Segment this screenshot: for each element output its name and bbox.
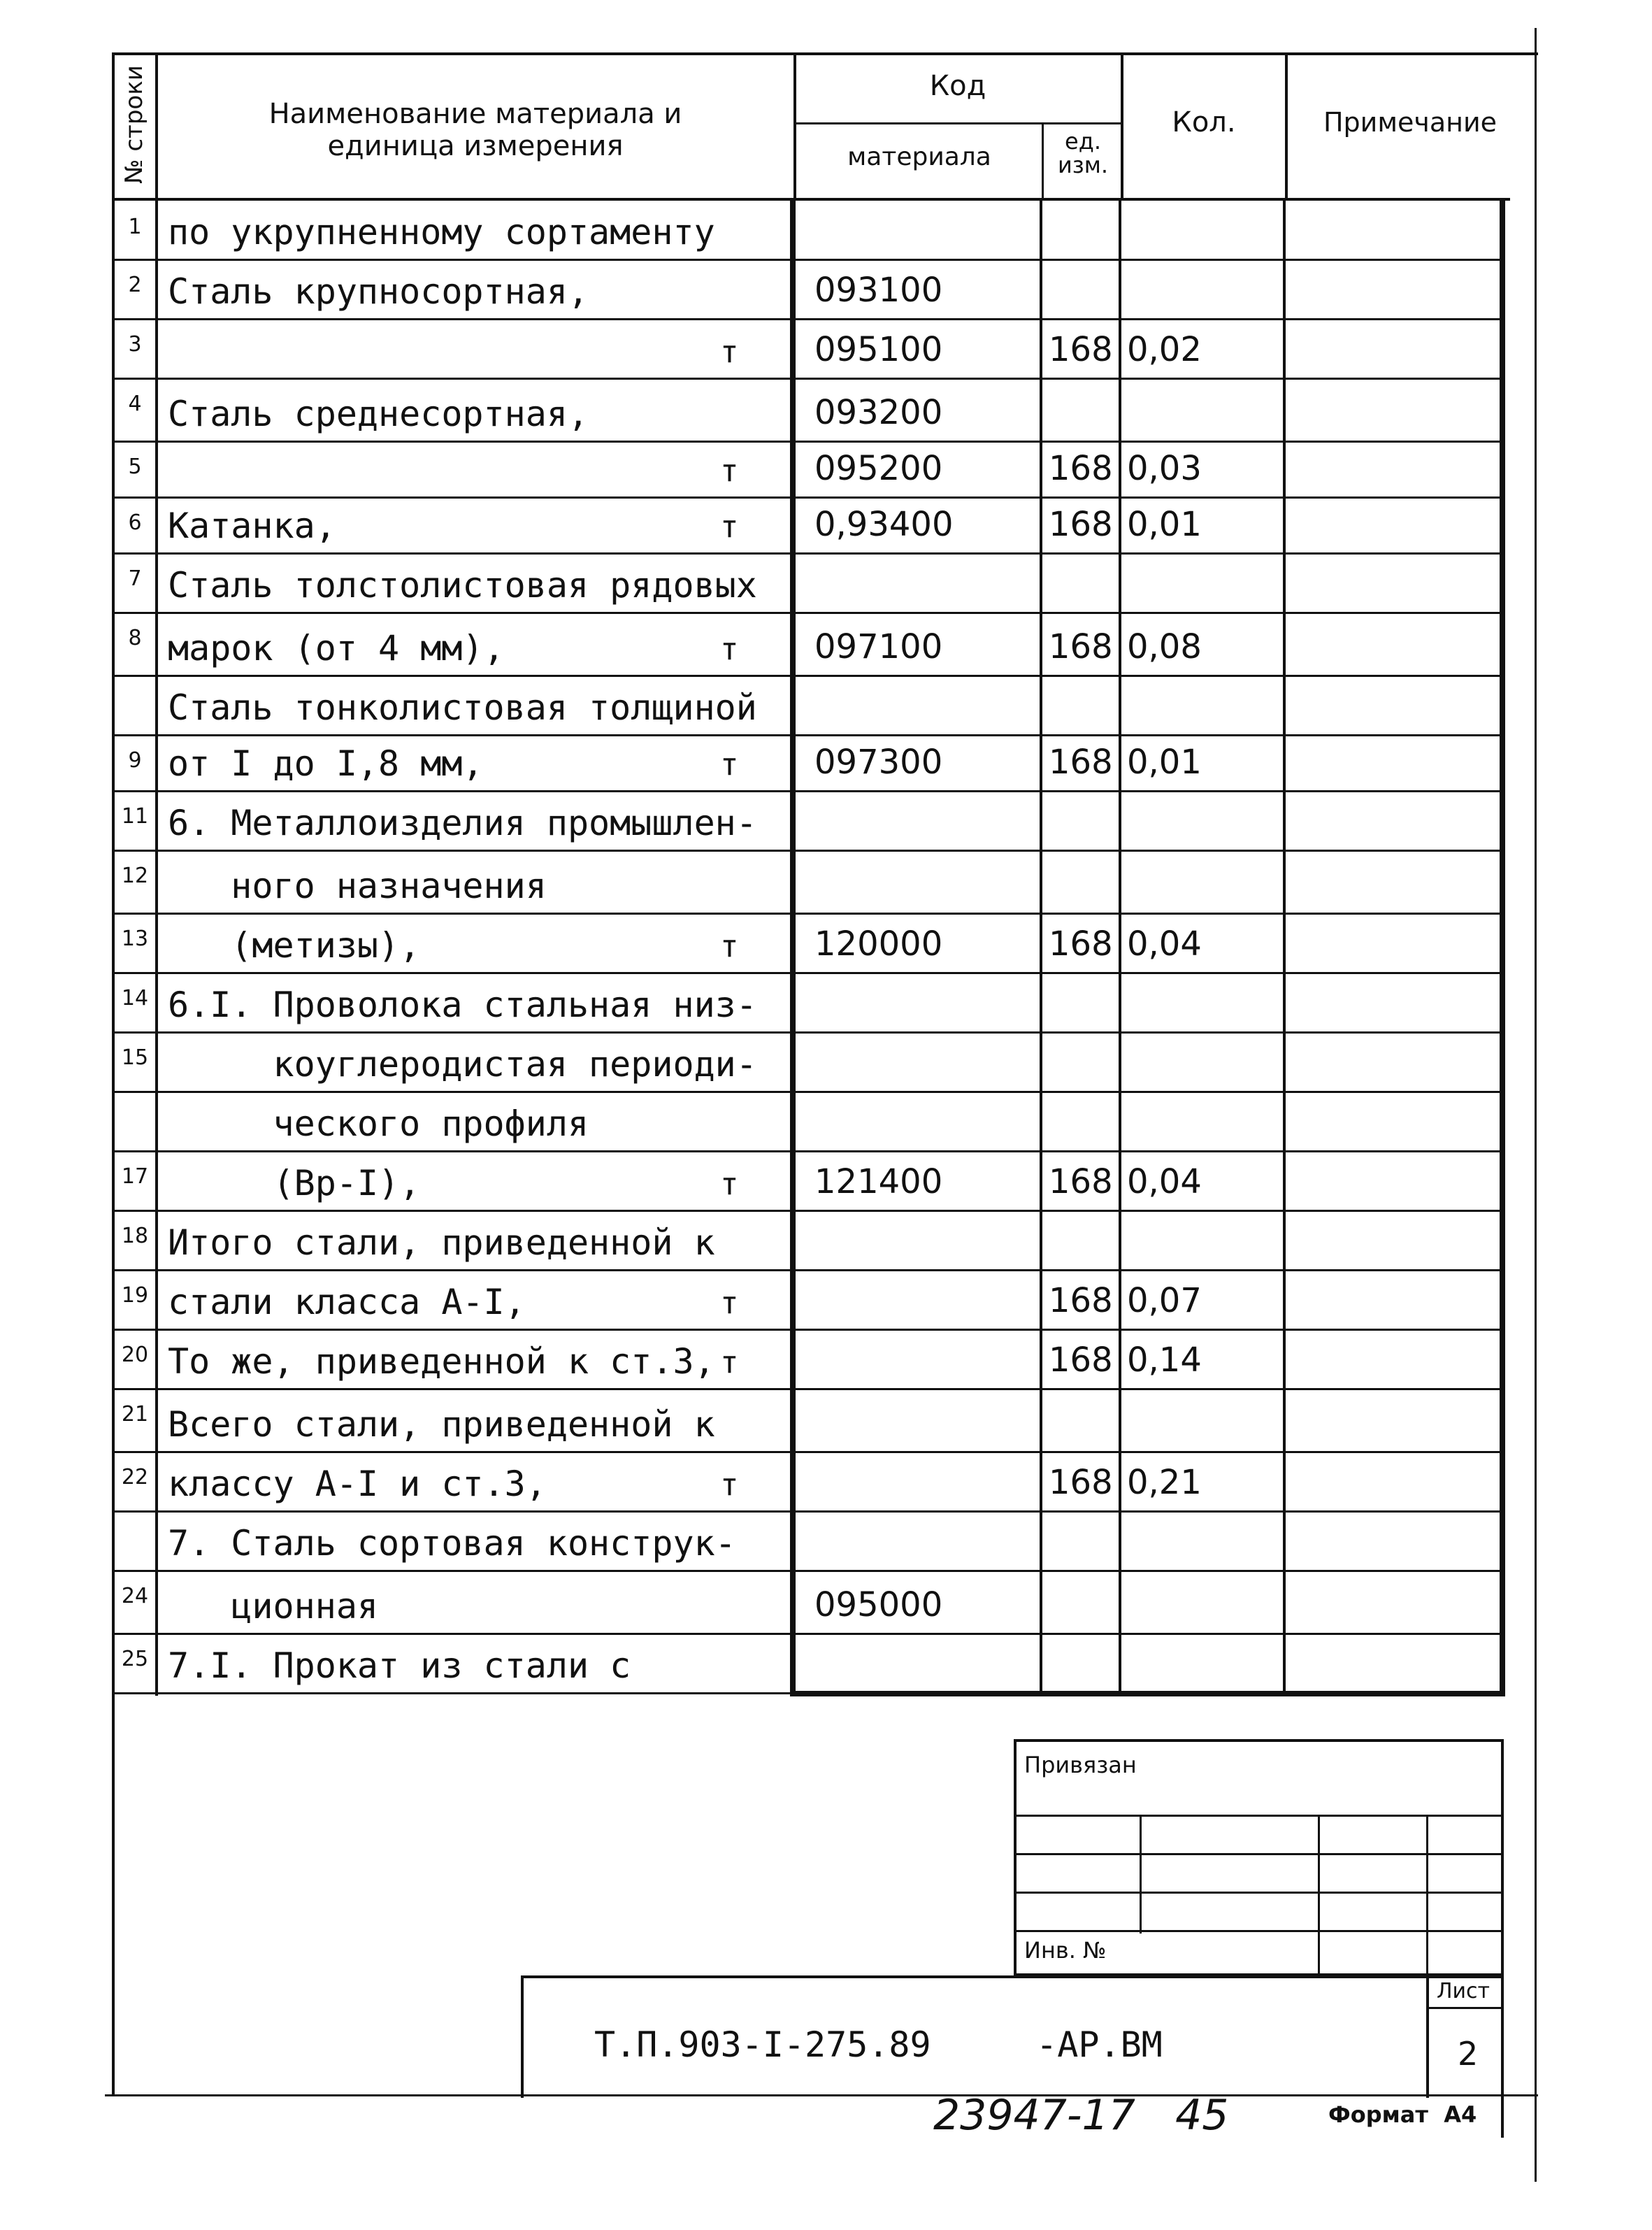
material-name: коуглеродистая периоди-	[168, 1044, 757, 1085]
material-name: (Вр-I),	[168, 1163, 421, 1203]
material-name: ционная	[168, 1586, 379, 1627]
unit-letter: т	[720, 929, 739, 964]
row-number: 5	[128, 455, 142, 479]
unit-code: 168	[1049, 627, 1113, 666]
unit-letter: т	[720, 747, 739, 782]
material-code: 095000	[814, 1585, 943, 1624]
row-number: 2	[128, 273, 142, 297]
material-name: 6.I. Проволока стальная низ-	[168, 985, 757, 1025]
row-number: 19	[121, 1283, 149, 1308]
material-code: 093100	[814, 271, 943, 310]
material-name: Сталь крупносортная,	[168, 271, 589, 312]
material-code: 0,93400	[814, 505, 954, 544]
row-number: 15	[121, 1045, 149, 1070]
material-name: Сталь тонколистовая толщиной	[168, 687, 757, 728]
material-name: стали класса А-I,	[168, 1282, 526, 1322]
material-name: по укрупненному сортаменту	[168, 212, 715, 252]
material-name: классу А-I и ст.3,	[168, 1464, 547, 1504]
stamp-inventory: Инв. №	[1024, 1937, 1107, 1964]
material-name: Всего стали, приведенной к	[168, 1404, 715, 1445]
row-number: 9	[128, 748, 142, 773]
unit-code: 168	[1049, 1281, 1113, 1320]
row-number: 3	[128, 332, 142, 357]
header-code-material: материала	[847, 143, 991, 171]
unit-letter: т	[720, 1467, 739, 1503]
row-number: 20	[121, 1343, 149, 1367]
material-name: Катанка,	[168, 506, 336, 546]
unit-letter: т	[720, 1166, 739, 1202]
unit-letter: т	[720, 1345, 739, 1380]
row-number: 1	[128, 215, 142, 239]
row-number: 22	[121, 1465, 149, 1489]
unit-code: 168	[1049, 924, 1113, 964]
material-name: ческого профиля	[168, 1103, 589, 1144]
row-number: 7	[128, 566, 142, 591]
header-quantity: Кол.	[1172, 106, 1236, 138]
quantity: 0,14	[1127, 1341, 1202, 1380]
material-name: То же, приведенной к ст.3,	[168, 1341, 715, 1382]
header-row-number: № строки	[120, 65, 148, 184]
row-number: 17	[121, 1164, 149, 1189]
unit-letter: т	[720, 1285, 739, 1321]
unit-code: 168	[1049, 505, 1113, 544]
material-code: 097300	[814, 743, 943, 782]
row-number: 8	[128, 626, 142, 650]
row-number: 12	[121, 864, 149, 888]
quantity: 0,01	[1127, 505, 1202, 544]
row-number: 24	[121, 1584, 149, 1608]
header-code: Код	[929, 70, 986, 102]
unit-letter: т	[720, 509, 739, 545]
unit-code: 168	[1049, 1162, 1113, 1201]
material-name: 7. Сталь сортовая конструк-	[168, 1523, 736, 1564]
material-code: 097100	[814, 627, 943, 666]
header-note: Примечание	[1323, 107, 1497, 138]
material-name: ного назначения	[168, 866, 547, 906]
row-number: 13	[121, 927, 149, 951]
document-code: Т.П.903-I-275.89 -АР.ВМ	[594, 2024, 1163, 2065]
quantity: 0,04	[1127, 924, 1202, 964]
inventory-number: 23947-17 45	[933, 2091, 1229, 2140]
material-name: Итого стали, приведенной к	[168, 1222, 715, 1263]
material-name: от I до I,8 мм,	[168, 743, 484, 784]
row-number: 18	[121, 1224, 149, 1248]
unit-code: 168	[1049, 330, 1113, 369]
material-name: 7.I. Прокат из стали с	[168, 1645, 631, 1686]
stamp-sheet-label: Лист	[1437, 1979, 1491, 2003]
material-code: 095200	[814, 449, 943, 488]
material-name: Сталь толстолистовая рядовых	[168, 565, 757, 606]
material-name: (метизы),	[168, 925, 421, 966]
row-number: 25	[121, 1647, 149, 1671]
unit-code: 168	[1049, 1341, 1113, 1380]
header-code-unit: ед. изм.	[1057, 128, 1109, 178]
stamp-sheet-number: 2	[1458, 2035, 1479, 2073]
quantity: 0,08	[1127, 627, 1202, 666]
quantity: 0,03	[1127, 449, 1202, 488]
quantity: 0,07	[1127, 1281, 1202, 1320]
unit-code: 168	[1049, 743, 1113, 782]
material-name: Сталь среднесортная,	[168, 394, 589, 434]
quantity: 0,21	[1127, 1463, 1202, 1502]
row-number: 14	[121, 986, 149, 1010]
header-material-name: Наименование материала и единица измерения	[268, 98, 682, 162]
row-number: 6	[128, 510, 142, 535]
unit-code: 168	[1049, 449, 1113, 488]
row-number: 11	[121, 804, 149, 829]
material-code: 093200	[814, 393, 943, 432]
unit-code: 168	[1049, 1463, 1113, 1502]
unit-letter: т	[720, 334, 739, 370]
quantity: 0,02	[1127, 330, 1202, 369]
quantity: 0,01	[1127, 743, 1202, 782]
material-code: 121400	[814, 1162, 943, 1201]
format-label: Формат А4	[1328, 2101, 1477, 2128]
material-name: 6. Металлоизделия промышлен-	[168, 803, 757, 843]
row-number: 4	[128, 392, 142, 416]
material-code: 120000	[814, 924, 943, 964]
stamp-bound: Привязан	[1024, 1752, 1137, 1778]
quantity: 0,04	[1127, 1162, 1202, 1201]
material-code: 095100	[814, 330, 943, 369]
unit-letter: т	[720, 631, 739, 667]
unit-letter: т	[720, 453, 739, 489]
material-name: марок (от 4 мм),	[168, 628, 505, 669]
row-number: 21	[121, 1402, 149, 1427]
